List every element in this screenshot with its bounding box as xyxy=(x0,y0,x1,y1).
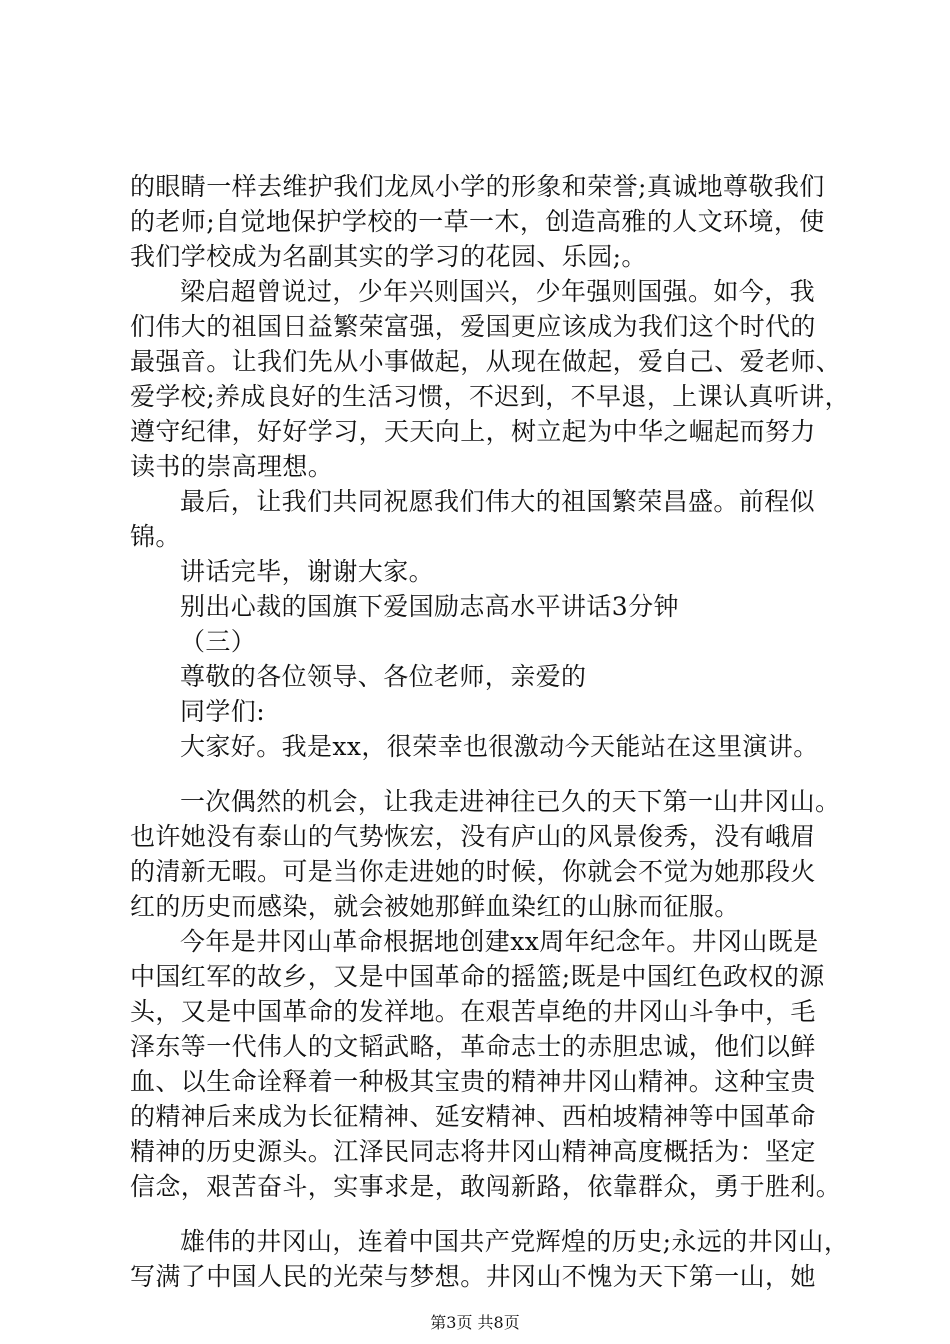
page-number: 第3页 共8页 xyxy=(430,1313,520,1332)
body-line-6: 最强音。让我们先从小事做起，从现在做起，爱自己、爱老师、 xyxy=(130,347,842,376)
body-line-15: 尊敬的各位领导、各位老师，亲爱的 xyxy=(180,662,587,691)
body-line-25: 泽东等一代伟人的文韬武略，革命志士的赤胆忠诚，他们以鲜 xyxy=(130,1032,816,1061)
body-line-9: 读书的崇高理想。 xyxy=(130,452,334,481)
body-line-4: 梁启超曾说过，少年兴则国兴，少年强则国强。如今，我 xyxy=(180,277,816,306)
body-line-23: 中国红军的故乡，又是中国革命的摇篮;既是中国红色政权的源 xyxy=(130,962,825,991)
body-line-7: 爱学校;养成良好的生活习惯，不迟到，不早退，上课认真听讲， xyxy=(130,382,851,411)
body-line-8: 遵守纪律，好好学习，天天向上，树立起为中华之崛起而努力 xyxy=(130,417,816,446)
body-line-11: 锦。 xyxy=(130,522,181,551)
body-line-13: 别出心裁的国旗下爱国励志高水平讲话3分钟 xyxy=(180,592,679,621)
body-line-29: 信念，艰苦奋斗，实事求是，敢闯新路，依靠群众，勇于胜利。 xyxy=(130,1172,842,1201)
body-line-10: 最后，让我们共同祝愿我们伟大的祖国繁荣昌盛。前程似 xyxy=(180,487,816,516)
body-line-16: 同学们: xyxy=(180,697,266,726)
body-line-28: 精神的历史源头。江泽民同志将井冈山精神高度概括为：坚定 xyxy=(130,1137,816,1166)
body-line-14: （三） xyxy=(180,627,257,656)
body-line-19: 也许她没有泰山的气势恢宏，没有庐山的风景俊秀，没有峨眉 xyxy=(130,822,816,851)
body-line-27: 的精神后来成为长征精神、延安精神、西柏坡精神等中国革命 xyxy=(130,1102,816,1131)
body-line-30: 雄伟的井冈山，连着中国共产党辉煌的历史;永远的井冈山， xyxy=(180,1227,850,1256)
body-line-2: 的老师;自觉地保护学校的一草一木，创造高雅的人文环境，使 xyxy=(130,207,825,236)
body-line-17: 大家好。我是xx，很荣幸也很激动今天能站在这里演讲。 xyxy=(180,732,819,761)
body-line-21: 红的历史而感染，就会被她那鲜血染红的山脉而征服。 xyxy=(130,892,740,921)
body-line-5: 们伟大的祖国日益繁荣富强，爱国更应该成为我们这个时代的 xyxy=(130,312,816,341)
body-line-26: 血、以生命诠释着一种极其宝贵的精神井冈山精神。这种宝贵 xyxy=(130,1067,816,1096)
body-line-1: 的眼睛一样去维护我们龙凤小学的形象和荣誉;真诚地尊敬我们 xyxy=(130,172,825,201)
body-line-22: 今年是井冈山革命根据地创建xx周年纪念年。井冈山既是 xyxy=(180,927,819,956)
body-line-12: 讲话完毕，谢谢大家。 xyxy=(180,557,435,586)
body-line-18: 一次偶然的机会，让我走进神往已久的天下第一山井冈山。 xyxy=(180,787,841,816)
body-line-31: 写满了中国人民的光荣与梦想。井冈山不愧为天下第一山，她 xyxy=(130,1262,816,1291)
body-line-3: 我们学校成为名副其实的学习的花园、乐园;。 xyxy=(130,242,647,271)
body-line-24: 头，又是中国革命的发祥地。在艰苦卓绝的井冈山斗争中，毛 xyxy=(130,997,816,1026)
body-line-20: 的清新无暇。可是当你走进她的时候，你就会不觉为她那段火 xyxy=(130,857,816,886)
